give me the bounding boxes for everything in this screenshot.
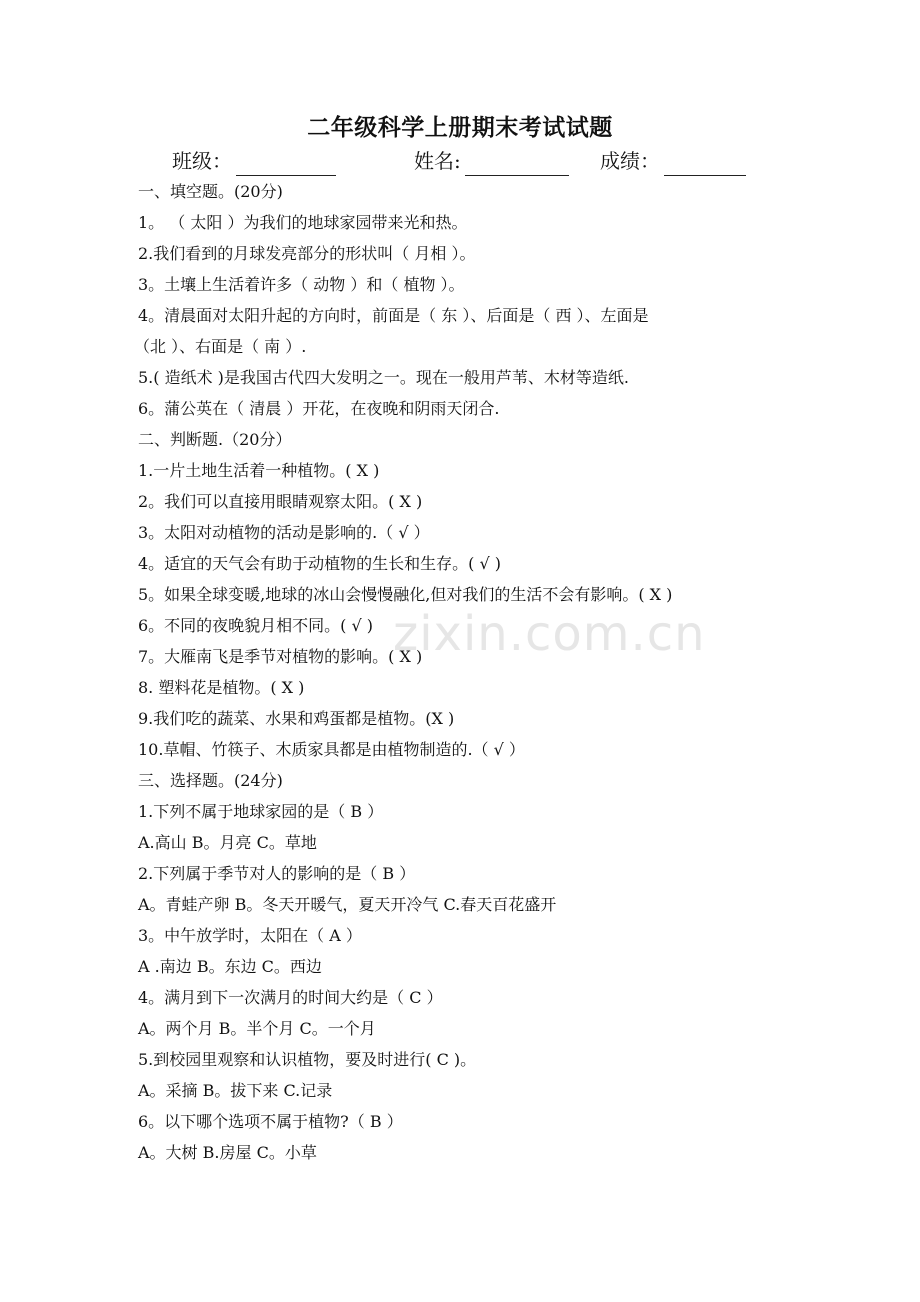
exam-line: （北 ）、右面是（ 南 ）.	[134, 337, 307, 356]
exam-line: 2.下列属于季节对人的影响的是（ B ）	[138, 864, 416, 883]
class-field[interactable]	[172, 146, 336, 176]
exam-line: 6。以下哪个选项不属于植物?（ B ）	[138, 1112, 403, 1131]
exam-line: 5.( 造纸术 )是我国古代四大发明之一。现在一般用芦苇、木材等造纸.	[138, 368, 630, 387]
exam-line: 6。不同的夜晚貌月相不同。( √ )	[138, 616, 374, 635]
exam-line: 9.我们吃的蔬菜、水果和鸡蛋都是植物。(X )	[138, 709, 455, 728]
name-blank[interactable]	[465, 153, 569, 176]
exam-line: 2。我们可以直接用眼睛观察太阳。( X )	[138, 492, 423, 511]
exam-line: 4。清晨面对太阳升起的方向时，前面是（ 东 ）、后面是（ 西 ）、左面是	[138, 306, 649, 325]
exam-line: 5.到校园里观察和认识植物，要及时进行( C )。	[138, 1050, 477, 1069]
exam-line: A .南边 B。东边 C。西边	[138, 957, 322, 976]
exam-line: A。青蛙产卵 B。冬天开暖气，夏天开冷气 C.春天百花盛开	[138, 895, 557, 914]
exam-line: 一、填空题。(20分)	[138, 182, 283, 201]
exam-line: A。采摘 B。拔下来 C.记录	[138, 1081, 333, 1100]
score-field[interactable]	[600, 146, 746, 176]
name-label: 姓名:	[414, 149, 461, 173]
exam-line: 3。土壤上生活着许多（ 动物 ）和（ 植物 ）。	[138, 275, 465, 294]
class-blank[interactable]	[236, 153, 336, 176]
exam-line: 三、选择题。(24分)	[138, 771, 283, 790]
exam-line: 6。蒲公英在（ 清晨 ）开花，在夜晚和阴雨天闭合.	[138, 399, 500, 418]
exam-line: 1.一片土地生活着一种植物。( X )	[138, 461, 380, 480]
page-title: 二年级科学上册期末考试试题	[307, 114, 613, 141]
exam-line: 1.下列不属于地球家园的是（ B ）	[138, 802, 384, 821]
student-info-row	[0, 146, 920, 176]
name-field[interactable]	[414, 146, 569, 176]
exam-line: 7。大雁南飞是季节对植物的影响。( X )	[138, 647, 423, 666]
score-blank[interactable]	[664, 153, 746, 176]
exam-line: 3。中午放学时，太阳在（ A ）	[138, 926, 362, 945]
exam-line: 10.草帽、竹筷子、木质家具都是由植物制造的.（ √ ）	[138, 740, 525, 759]
exam-line: 1。 （ 太阳 ）为我们的地球家园带来光和热。	[138, 213, 468, 232]
exam-line: 4。满月到下一次满月的时间大约是（ C ）	[138, 988, 443, 1007]
score-label: 成绩：	[600, 149, 660, 173]
exam-line: 2.我们看到的月球发亮部分的形状叫（ 月相 ）。	[138, 244, 476, 263]
watermark: zixin.com.cn	[393, 606, 706, 662]
exam-line: 4。适宜的天气会有助于动植物的生长和生存。( √ )	[138, 554, 502, 573]
exam-line: 二、判断题.（20分）	[138, 430, 292, 449]
exam-line: 8. 塑料花是植物。( X )	[138, 678, 305, 697]
class-label: 班级：	[172, 149, 232, 173]
exam-line: A。两个月 B。半个月 C。一个月	[138, 1019, 376, 1038]
exam-line: A.高山 B。月亮 C。草地	[138, 833, 317, 852]
exam-line: A。大树 B.房屋 C。小草	[138, 1143, 317, 1162]
exam-line: 5。如果全球变暖,地球的冰山会慢慢融化,但对我们的生活不会有影响。( X )	[138, 585, 673, 604]
exam-line: 3。太阳对动植物的活动是影响的.（ √ ）	[138, 523, 430, 542]
